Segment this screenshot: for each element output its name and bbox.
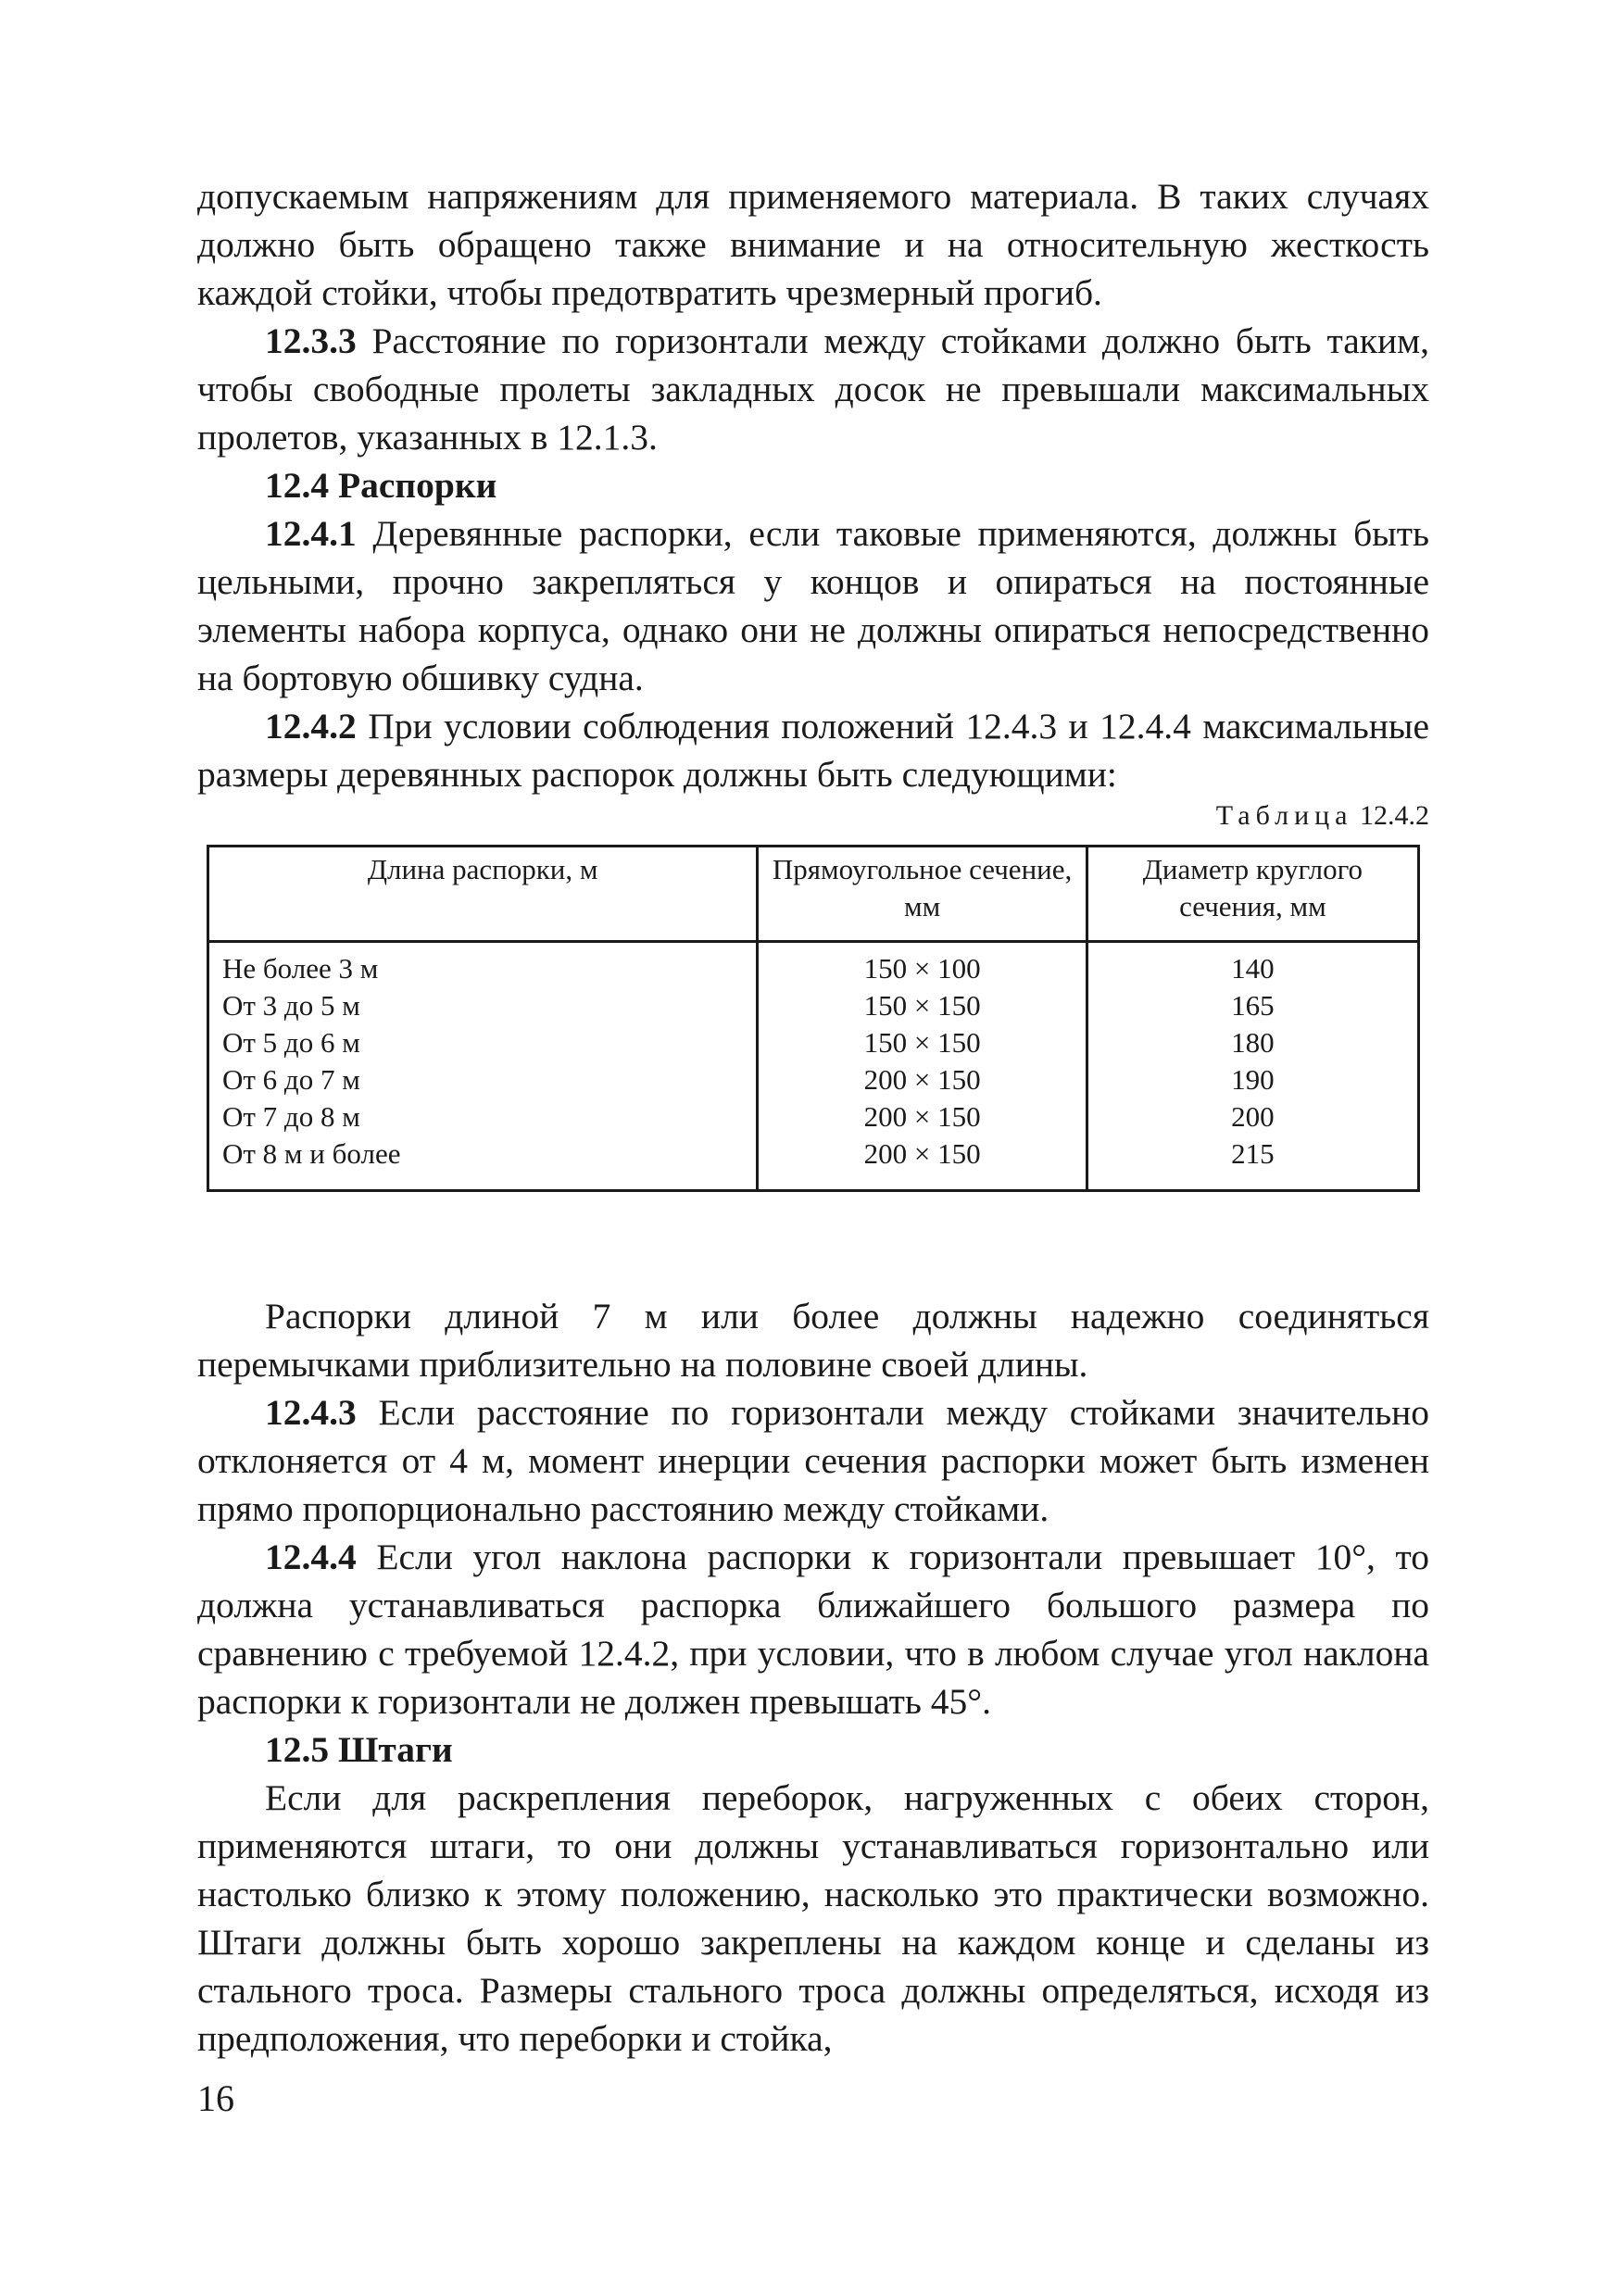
clause-number: 12.3.3 xyxy=(265,320,357,361)
header-rect-section: Прямоугольное сечение, мм xyxy=(758,847,1087,942)
cell-rect: 150 × 100 xyxy=(758,942,1087,988)
paragraph-12-4-4 xyxy=(197,1533,1429,1725)
text-block-bottom xyxy=(197,1292,1429,2063)
paragraph-12-4-2 xyxy=(197,702,1429,798)
paragraph-text: Если угол наклона распорки к горизонтали превышает 10°, то должна устанавливаться распорка ближайшего большого размера по сравнению с требуемой 12.4.2, при условии, что в любом случае угол наклона распорки к горизонтали не должен превышать 45°. xyxy=(197,1537,1429,1722)
cell-diam: 180 xyxy=(1087,1024,1418,1061)
table-row xyxy=(208,1061,1419,1098)
cell-diam: 215 xyxy=(1087,1135,1418,1191)
cell-length: Не более 3 м xyxy=(222,952,379,985)
cell-rect: 150 × 150 xyxy=(758,987,1087,1024)
section-heading-12-5: 12.5 Штаги xyxy=(265,1729,453,1770)
table-caption-word: Таблица xyxy=(1215,800,1353,831)
paragraph-text: допускаемым напряжениям для применяемого материала. В таких случаях должно быть обращено также внимание и на относительную жесткость каждой стойки, чтобы предотвратить чрезмерный прогиб. xyxy=(197,176,1429,313)
section-heading-12-4: 12.4 Распорки xyxy=(265,465,497,506)
paragraph-12-4-1 xyxy=(197,509,1429,702)
table-row xyxy=(208,1135,1419,1191)
cell-rect: 200 × 150 xyxy=(758,1135,1087,1191)
page-number: 16 xyxy=(197,2077,234,2119)
table-row xyxy=(208,1098,1419,1135)
cell-length: От 3 до 5 м xyxy=(222,989,360,1022)
paragraph-text: Деревянные распорки, если таковые применяются, должны быть цельными, прочно закрепляться у концов и опираться на постоянные элементы набора корпуса, однако они не должны опираться непосредственно на бортовую обшивку судна. xyxy=(197,513,1429,698)
cell-rect: 150 × 150 xyxy=(758,1024,1087,1061)
text-block-top xyxy=(197,172,1429,798)
cell-diam: 165 xyxy=(1087,987,1418,1024)
header-round-diameter: Диаметр круглого сечения, мм xyxy=(1087,847,1418,942)
paragraph-continuation xyxy=(197,172,1429,317)
paragraph-text: При условии соблюдения положений 12.4.3 и 12.4.4 максимальные размеры деревянных распорок должны быть следующими: xyxy=(197,706,1429,795)
clause-number: 12.4.3 xyxy=(265,1392,357,1433)
spacer-dimensions-table xyxy=(207,845,1420,1192)
paragraph-text: Если для раскрепления переборок, нагруженных с обеих сторон, применяются штаги, то они должны устанавливаться горизонтально или настолько близко к этому положению, насколько это практически возможно. Штаги должны быть хорошо закреплены на каждом конце и сделаны из стального троса. Размеры стального троса должны определяться, исходя из предположения, что переборки и стойка, xyxy=(197,1777,1429,2059)
cell-diam: 140 xyxy=(1087,942,1418,988)
clause-number: 12.4.2 xyxy=(265,706,357,747)
table-row xyxy=(208,942,1419,988)
table-row xyxy=(208,1024,1419,1061)
cell-length: От 6 до 7 м xyxy=(222,1063,360,1096)
cell-length: От 5 до 6 м xyxy=(222,1026,360,1059)
cell-diam: 200 xyxy=(1087,1098,1418,1135)
clause-number: 12.4.1 xyxy=(265,513,357,554)
paragraph-text: Если расстояние по горизонтали между стойками значительно отклоняется от 4 м, момент инерции сечения распорки может быть изменен прямо пропорционально расстоянию между стойками. xyxy=(197,1392,1429,1529)
table-caption xyxy=(1019,797,1429,834)
paragraph-text: Распорки длиной 7 м или более должны надежно соединяться перемычками приблизительно на половине своей длины. xyxy=(197,1296,1429,1385)
paragraph-text: Расстояние по горизонтали между стойками должно быть таким, чтобы свободные пролеты закладных досок не превышали максимальных пролетов, указанных в 12.1.3. xyxy=(197,320,1429,458)
paragraph-12-3-3 xyxy=(197,317,1429,461)
paragraph-spacers-7m xyxy=(197,1292,1429,1388)
cell-length: От 8 м и более xyxy=(222,1137,401,1170)
cell-diam: 190 xyxy=(1087,1061,1418,1098)
cell-length: От 7 до 8 м xyxy=(222,1100,360,1133)
table-caption-number: 12.4.2 xyxy=(1360,800,1429,831)
paragraph-12-4-3 xyxy=(197,1388,1429,1533)
table-row xyxy=(208,987,1419,1024)
paragraph-stays xyxy=(197,1774,1429,2063)
clause-number: 12.4.4 xyxy=(265,1537,357,1577)
header-length: Длина распорки, м xyxy=(208,847,758,942)
cell-rect: 200 × 150 xyxy=(758,1098,1087,1135)
table-header-row xyxy=(208,847,1419,942)
cell-rect: 200 × 150 xyxy=(758,1061,1087,1098)
